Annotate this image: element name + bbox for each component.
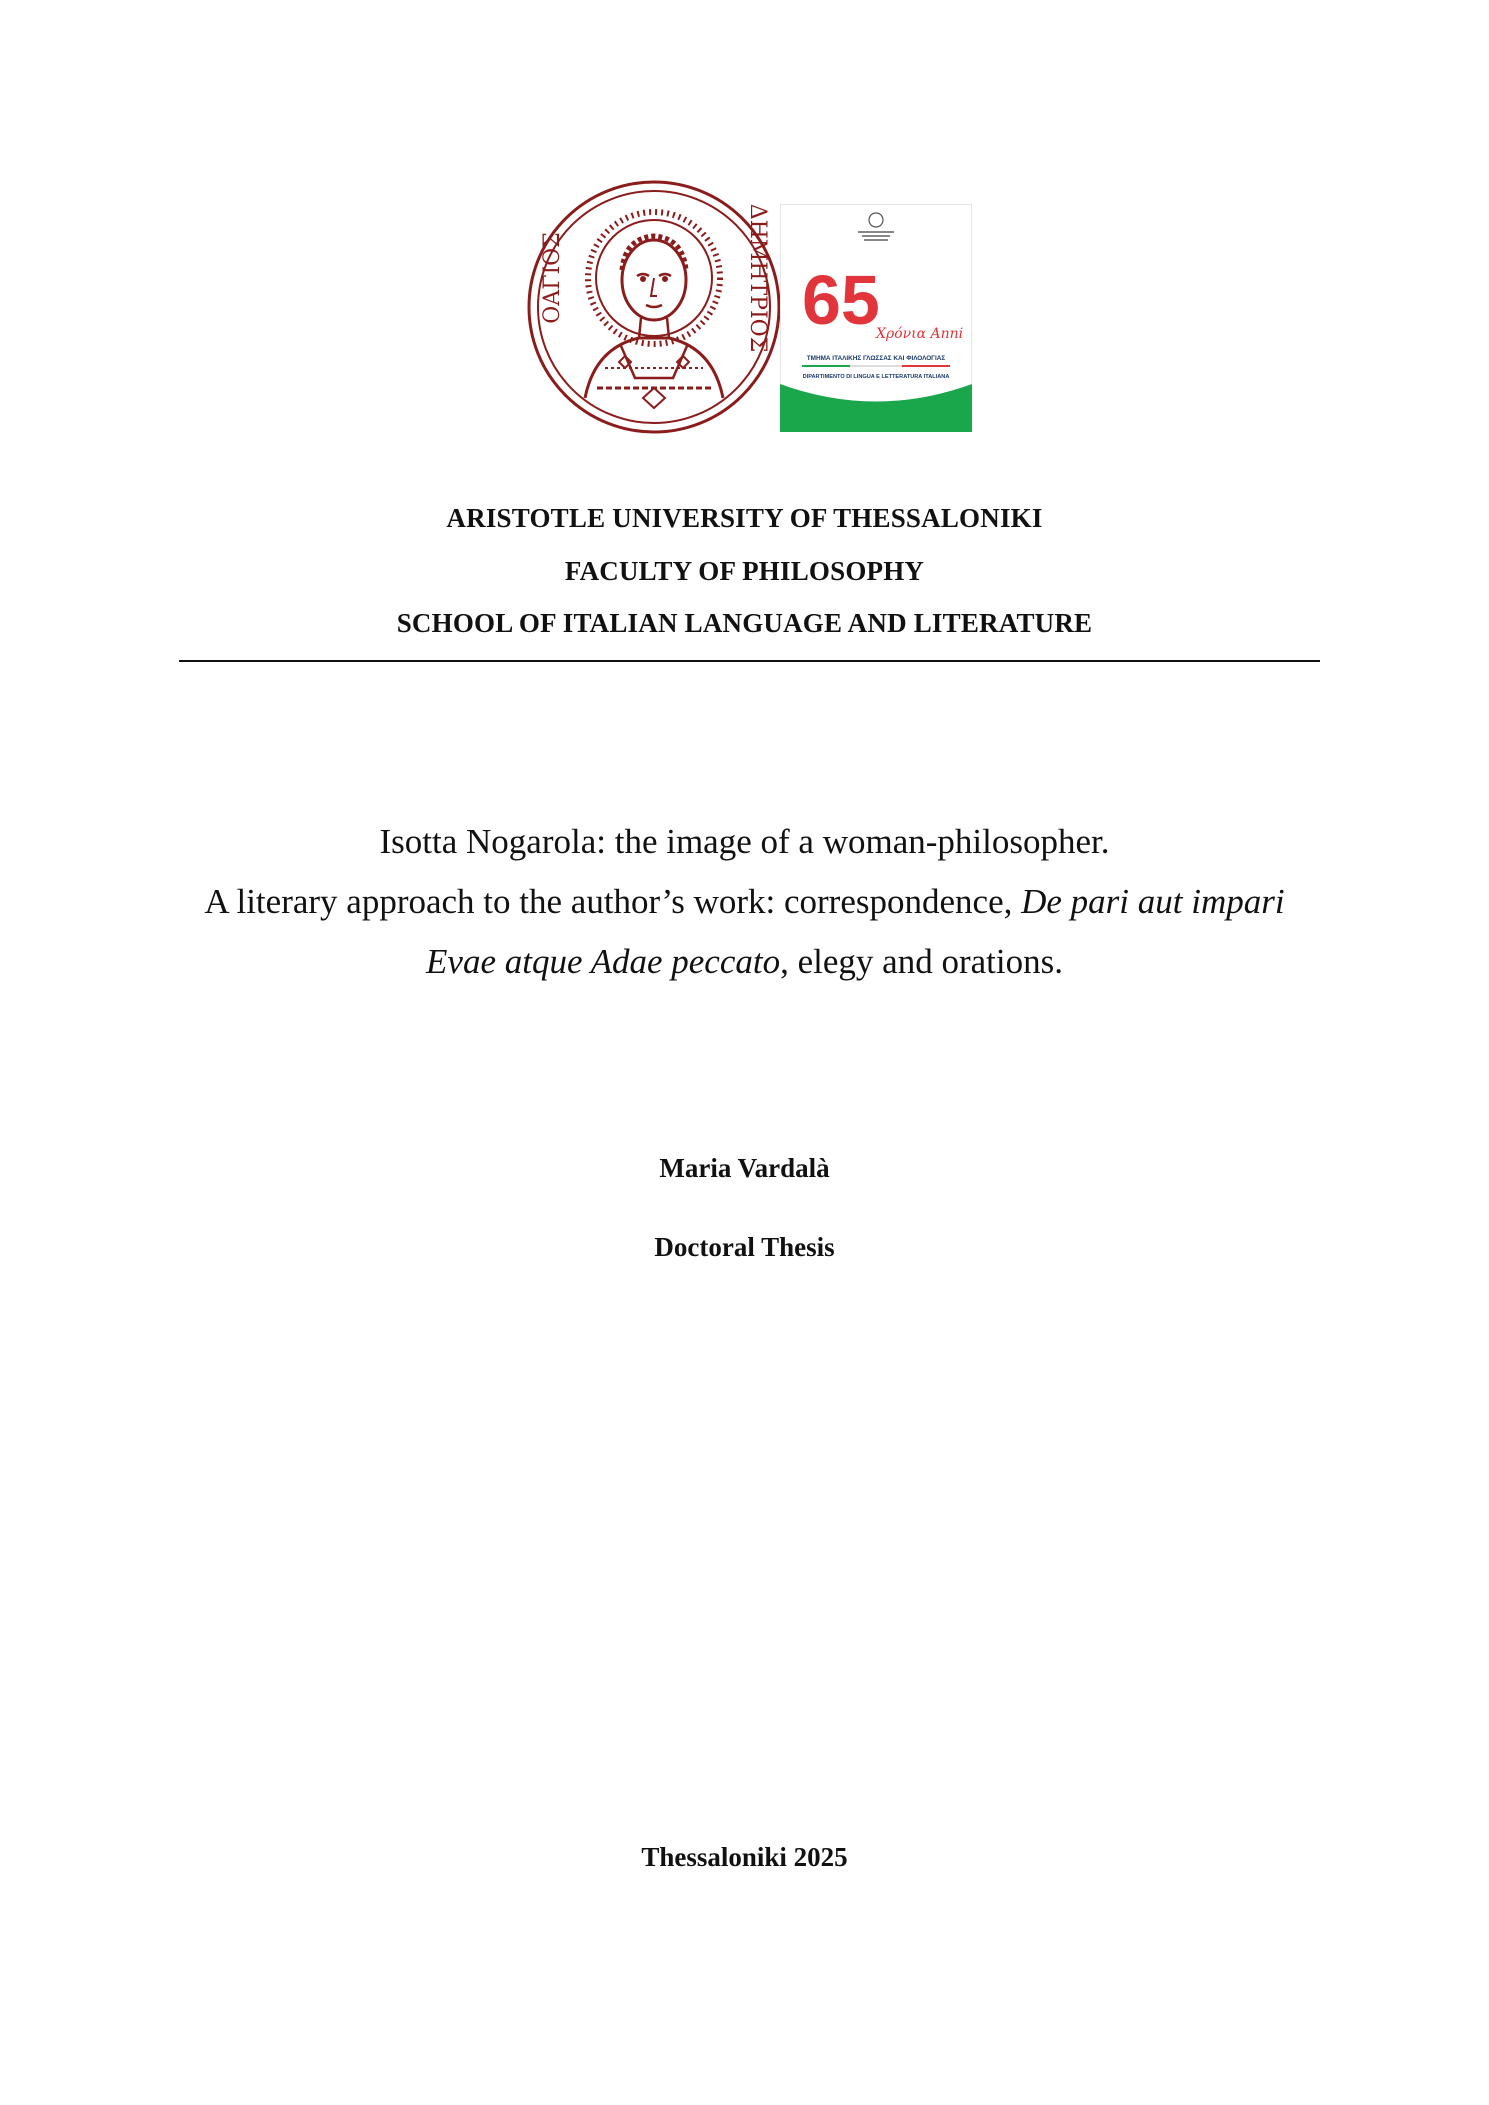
school-name: SCHOOL OF ITALIAN LANGUAGE AND LITERATURE [396, 608, 1093, 638]
logo-group [525, 178, 975, 440]
place-and-year: Thessaloniki 2025 [641, 1842, 848, 1872]
title-line-3 [150, 932, 1339, 992]
anniversary-line1: ΤΜΗΜΑ ΙΤΑΛΙΚΗΣ ΓΛΩΣΣΑΣ ΚΑΙ ΦΙΛΟΛΟΓΙΑΣ [806, 355, 946, 362]
anniversary-number: 65 [802, 261, 880, 339]
seal-left-text: ΟΑΓΙΟΣ [540, 232, 565, 324]
university-name: ARISTOTLE UNIVERSITY OF THESSALONIKI [446, 503, 1043, 533]
thesis-title [150, 812, 1339, 992]
title-line-3-text: , elegy and orations. [780, 942, 1063, 981]
title-line-2-text: A literary approach to the author’s work: correspondence, [204, 882, 1022, 921]
title-line-3-italic: Evae atque Adae peccato [426, 942, 781, 981]
title-line-1: Isotta Nogarola: the image of a woman-philosopher. [379, 822, 1110, 861]
anniversary-65-logo-icon [780, 204, 972, 432]
university-seal-icon [525, 178, 783, 436]
faculty-name: FACULTY OF PHILOSOPHY [564, 556, 925, 586]
anniversary-line2: DIPARTIMENTO DI LINGUA E LETTERATURA ITALIANA [802, 374, 950, 380]
title-line-2 [150, 872, 1339, 932]
seal-right-text: ΔΗΜΗΤΡΙΟΣ [745, 203, 770, 353]
header-divider [179, 660, 1320, 662]
author-name: Maria Vardalà [659, 1153, 830, 1183]
document-type: Doctoral Thesis [654, 1232, 835, 1262]
title-line-2-italic: De pari aut impari [1021, 882, 1285, 921]
anniversary-script: Χρόνια Anni [876, 326, 964, 342]
